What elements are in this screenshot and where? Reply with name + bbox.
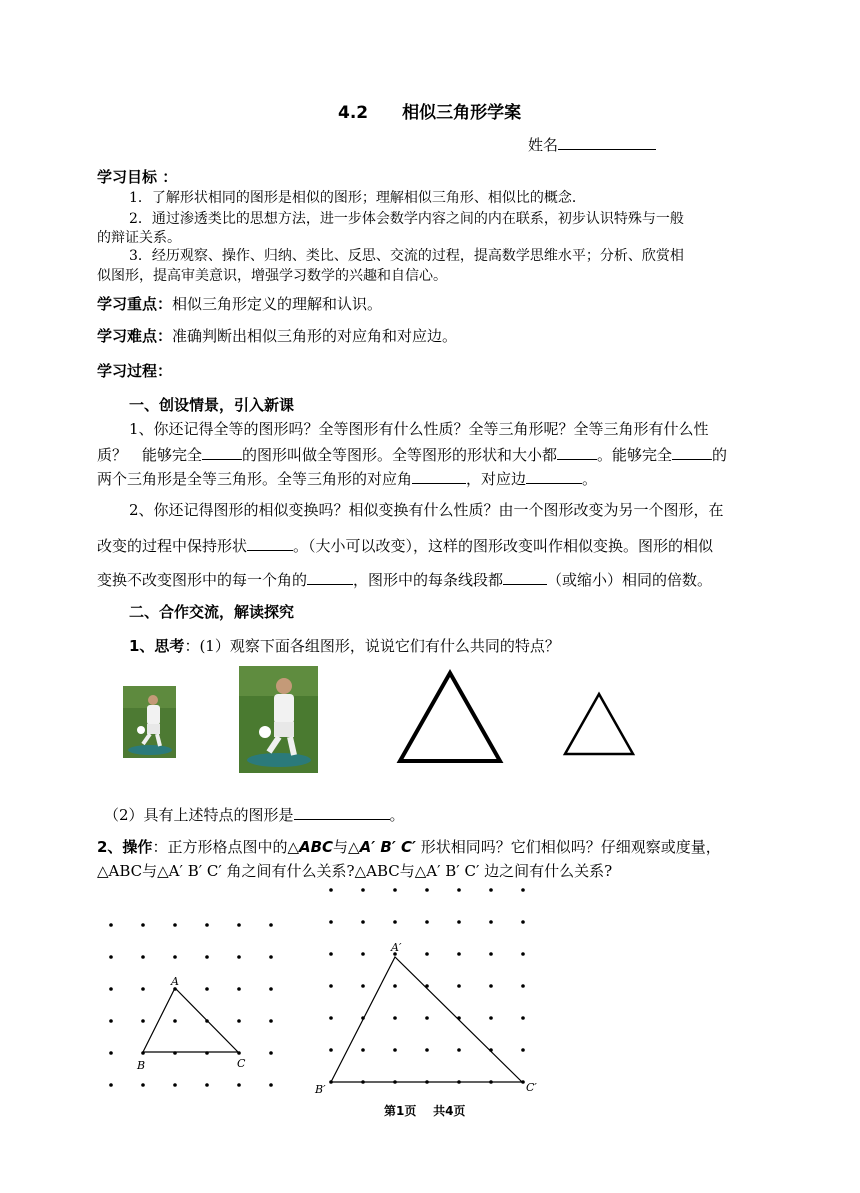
grid-dot: [141, 987, 145, 991]
difficulty-label: 学习难点：: [97, 327, 173, 345]
grid-dot: [237, 987, 241, 991]
key-point-label: 学习重点：: [97, 295, 173, 313]
name-label: 姓名: [528, 136, 559, 154]
triangle-abc: [143, 988, 238, 1052]
dot-grid-right: [320, 885, 535, 1095]
text-run: 与△: [333, 838, 360, 856]
grid-dot: [361, 888, 365, 892]
grid-dot: [205, 955, 209, 959]
grid-dot: [109, 955, 113, 959]
grid-dot: [425, 888, 429, 892]
grid-dot: [393, 888, 397, 892]
grid-dot: [489, 984, 493, 988]
blank-5[interactable]: [526, 470, 582, 484]
grid-dot: [425, 920, 429, 924]
grid-dot: [237, 1019, 241, 1023]
text-run: 。（大小可以改变），这样的图形改变叫作相似变换。图形的相似: [293, 537, 714, 555]
grid-dot: [269, 1051, 273, 1055]
grid-dot: [489, 952, 493, 956]
goal-item-3: 3．经历观察、操作、归纳、类比、反思、交流的过程，提高数学思维水平；分析、欣赏相: [129, 248, 684, 264]
page-number: 第1页: [384, 1104, 417, 1118]
text-run: （2）具有上述特点的图形是: [104, 806, 294, 824]
grid-dot: [361, 1048, 365, 1052]
grid-dot: [393, 984, 397, 988]
operation-line2: △ABC与△A′ B′ C′ 角之间有什么关系?△ABC与△A′ B′ C′ 边之间有什么关系?: [97, 862, 613, 880]
grid-dot: [489, 888, 493, 892]
text-run: 。能够完全: [597, 446, 673, 464]
grid-dot: [393, 1016, 397, 1020]
blank-6[interactable]: [247, 537, 293, 551]
grid-dot: [237, 923, 241, 927]
operation-label: 2、操作: [97, 838, 153, 856]
page-total: 共4页: [433, 1104, 466, 1118]
grid-dot: [269, 955, 273, 959]
grid-dot: [521, 1016, 525, 1020]
grid-dot: [393, 920, 397, 924]
blank-7[interactable]: [307, 571, 353, 585]
triangle-small: [561, 690, 637, 758]
blank-9[interactable]: [294, 806, 390, 820]
grid-dot: [269, 1019, 273, 1023]
section1-p2-line2: [97, 537, 713, 554]
grid-dot: [205, 923, 209, 927]
grid-dot: [269, 987, 273, 991]
grid-dot: [329, 984, 333, 988]
text-run: 的图形叫做全等图形。全等图形的形状和大小都: [242, 446, 558, 464]
label-B: B: [137, 1059, 146, 1072]
section1-p2-line1: 2、你还记得图形的相似变换吗？相似变换有什么性质？由一个图形改变为另一个图形，在: [129, 501, 724, 519]
grid-dot: [521, 920, 525, 924]
section1-p1-line2: [97, 446, 727, 463]
section2-heading: 二、合作交流，解读探究: [129, 603, 295, 621]
grid-dot: [109, 1051, 113, 1055]
section1-p2-line3: [97, 571, 712, 588]
grid-dot: [457, 920, 461, 924]
grid-dot: [205, 987, 209, 991]
grid-dot: [521, 984, 525, 988]
player-photo-large: [239, 666, 318, 773]
grid-dot: [237, 1083, 241, 1087]
text-run: ：正方形格点图中的△: [152, 838, 299, 856]
grid-dot: [269, 923, 273, 927]
text-run: A′ B′ C′: [359, 838, 416, 856]
goal-item-3-cont: 似图形，提高审美意识，增强学习数学的兴趣和自信心。: [97, 268, 447, 284]
grid-dot: [393, 1048, 397, 1052]
difficulty: [97, 329, 457, 344]
text-run: 改变的过程中保持形状: [97, 537, 248, 555]
blank-4[interactable]: [412, 470, 466, 484]
triangle-large: [395, 668, 505, 766]
label-A-prime: A′: [391, 941, 402, 954]
grid-dot: [329, 920, 333, 924]
grid-dot: [205, 1083, 209, 1087]
grid-dot: [141, 955, 145, 959]
text-run: 形状相同吗？它们相似吗？仔细观察或度量，: [415, 838, 721, 856]
think-text: ：(1）观察下面各组图形，说说它们有什么共同的特点？: [184, 637, 560, 655]
page-title: 4.2 相似三角形学案: [338, 103, 522, 123]
goals-heading: 学习目标 ：: [97, 168, 178, 186]
grid-dot: [361, 952, 365, 956]
grid-dot: [425, 1016, 429, 1020]
grid-dot: [173, 923, 177, 927]
player-photo-small: [123, 686, 176, 758]
grid-dot: [521, 888, 525, 892]
text-run: 两个三角形是全等三角形。全等三角形的对应角: [97, 470, 413, 488]
grid-dot: [521, 1048, 525, 1052]
grid-dot: [457, 984, 461, 988]
grid-dot: [489, 1016, 493, 1020]
label-C: C: [237, 1057, 246, 1070]
label-C-prime: C′: [526, 1081, 537, 1094]
goal-item-2-cont: 的辩证关系。: [97, 230, 181, 246]
grid-dot: [109, 1019, 113, 1023]
grid-dot: [329, 1016, 333, 1020]
grid-dot: [361, 984, 365, 988]
blank-1[interactable]: [202, 446, 242, 460]
section1-p1-line3: [97, 470, 597, 487]
grid-dot: [361, 920, 365, 924]
blank-3[interactable]: [672, 446, 712, 460]
think-question: [129, 639, 560, 654]
text-run: ，图形中的每条线段都: [353, 571, 504, 589]
think-label: 1、思考: [129, 637, 185, 655]
difficulty-text: 准确判断出相似三角形的对应角和对应边。: [172, 327, 458, 345]
text-run: 的: [712, 446, 728, 464]
grid-dot: [457, 952, 461, 956]
key-point-text: 相似三角形定义的理解和认识。: [172, 295, 383, 313]
goal-item-1: 1．了解形状相同的图形是相似的图形；理解相似三角形、相似比的概念．: [129, 190, 586, 206]
key-point: [97, 297, 382, 312]
label-B-prime: B′: [315, 1083, 326, 1096]
section1-p1-line1: 1、你还记得全等的图形吗？全等图形有什么性质？全等三角形呢？全等三角形有什么性: [129, 420, 709, 438]
grid-dot: [329, 1048, 333, 1052]
dot-grid-left: [100, 915, 290, 1100]
grid-dot: [173, 1019, 177, 1023]
grid-dot: [173, 1083, 177, 1087]
grid-dot: [237, 955, 241, 959]
process-heading: 学习过程：: [97, 362, 173, 380]
text-run: 。: [389, 806, 405, 824]
text-run: （或缩小）相同的倍数。: [547, 571, 713, 589]
name-blank[interactable]: [558, 136, 656, 150]
grid-dot: [489, 920, 493, 924]
grid-dot: [457, 888, 461, 892]
player-illustration: [123, 686, 176, 758]
text-run: 质？ 能够完全: [97, 446, 203, 464]
grid-dot: [329, 952, 333, 956]
operation-line1: [97, 840, 721, 855]
text-run: 变换不改变图形中的每一个角的: [97, 571, 308, 589]
grid-dot: [329, 888, 333, 892]
grid-dot: [425, 1048, 429, 1052]
blank-2[interactable]: [557, 446, 597, 460]
grid-dot: [141, 923, 145, 927]
player-illustration: [239, 666, 318, 773]
grid-dot: [521, 952, 525, 956]
section1-heading: 一、创设情景，引入新课: [129, 396, 295, 414]
text-run: ABC: [298, 838, 334, 856]
grid-dot: [457, 1048, 461, 1052]
grid-dot: [141, 1019, 145, 1023]
grid-dots: [329, 888, 525, 1084]
text-run: 。: [582, 470, 598, 488]
label-A: A: [171, 975, 179, 988]
grid-dot: [109, 987, 113, 991]
goal-item-2: 2．通过渗透类比的思想方法，进一步体会数学内容之间的内在联系，初步认识特殊与一般: [129, 211, 684, 227]
grid-dot: [269, 1083, 273, 1087]
question-2: [104, 806, 405, 823]
grid-dot: [141, 1083, 145, 1087]
grid-dot: [173, 955, 177, 959]
grid-dot: [109, 1083, 113, 1087]
text-run: ，对应边: [466, 470, 527, 488]
grid-dot: [425, 952, 429, 956]
grid-dot: [109, 923, 113, 927]
blank-8[interactable]: [503, 571, 547, 585]
name-field[interactable]: [528, 136, 656, 153]
page-footer: [384, 1102, 465, 1119]
